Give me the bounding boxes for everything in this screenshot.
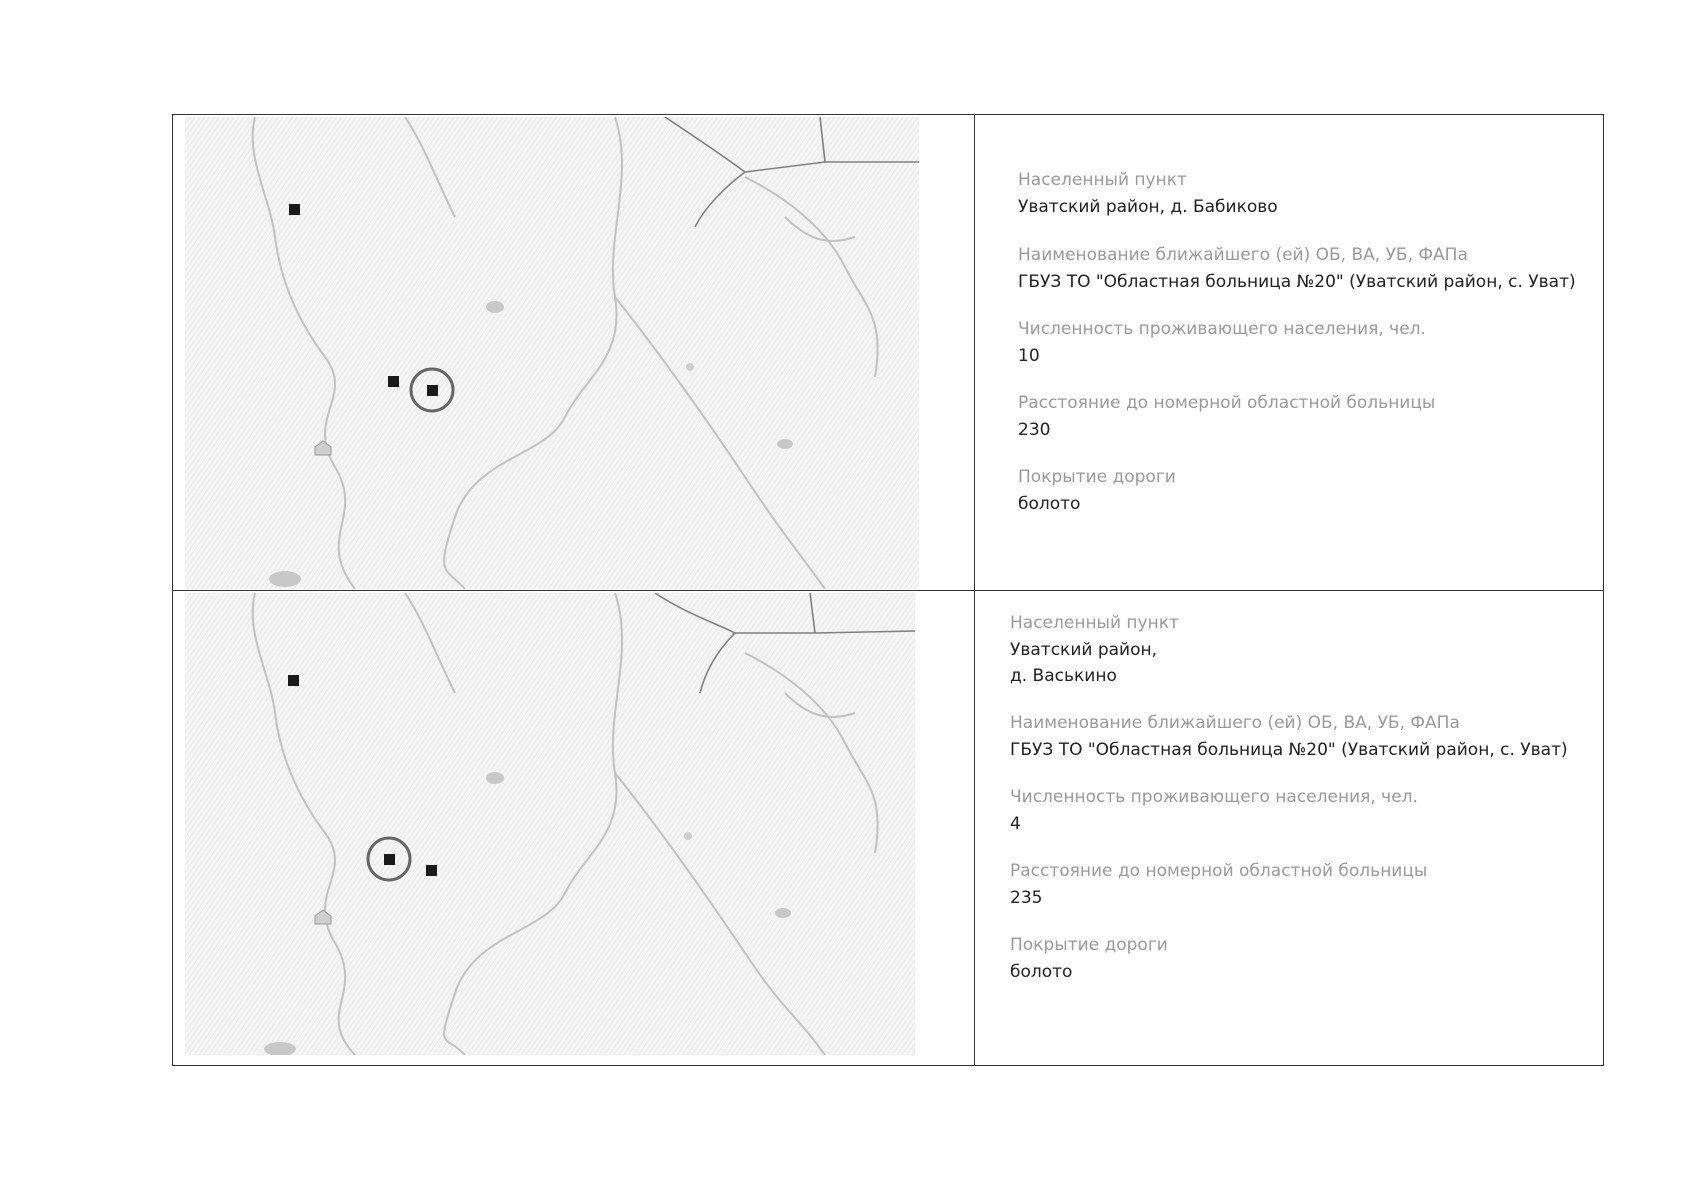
road-field xyxy=(1010,933,1593,985)
population-field xyxy=(1010,785,1593,837)
population-value: 10 xyxy=(1018,346,1040,366)
distance-field xyxy=(1010,859,1593,911)
road-label: Покрытие дороги xyxy=(1018,467,1176,487)
record-row-1 xyxy=(173,115,1603,591)
map-1 xyxy=(185,117,919,589)
distance-value: 235 xyxy=(1010,888,1043,908)
facility-value: ГБУЗ ТО "Областная больница №20" (Уватский район, с. Уват) xyxy=(1018,272,1576,292)
settlement-marker xyxy=(288,675,299,686)
selected-settlement-marker xyxy=(427,385,438,396)
population-label: Численность проживающего населения, чел. xyxy=(1018,319,1426,339)
road-value: болото xyxy=(1010,962,1073,982)
road-field xyxy=(1018,465,1593,517)
distance-label: Расстояние до номерной областной больницы xyxy=(1010,861,1428,881)
document-table xyxy=(172,114,1604,1066)
road-value: болото xyxy=(1018,494,1081,514)
map-2 xyxy=(185,593,915,1055)
info-cell-1 xyxy=(976,115,1603,590)
settlement-field xyxy=(1018,168,1593,220)
settlement-marker xyxy=(388,376,399,387)
facility-label: Наименование ближайшего (ей) ОБ, ВА, УБ, ФАПа xyxy=(1010,713,1460,733)
map-cell-1 xyxy=(173,115,975,590)
settlement-value: Уватский район, д. Васькино xyxy=(1010,640,1157,686)
distance-label: Расстояние до номерной областной больницы xyxy=(1018,393,1436,413)
settlement-label: Населенный пункт xyxy=(1018,170,1187,190)
facility-label: Наименование ближайшего (ей) ОБ, ВА, УБ, ФАПа xyxy=(1018,245,1468,265)
info-cell-2 xyxy=(976,591,1603,1066)
map-background xyxy=(185,117,919,589)
facility-value: ГБУЗ ТО "Областная больница №20" (Уватский район, с. Уват) xyxy=(1010,740,1568,760)
population-label: Численность проживающего населения, чел. xyxy=(1010,787,1418,807)
record-row-2 xyxy=(173,591,1603,1066)
settlement-field xyxy=(1010,611,1593,689)
population-field xyxy=(1018,317,1593,369)
distance-field xyxy=(1018,391,1593,443)
settlement-marker xyxy=(289,204,300,215)
road-label: Покрытие дороги xyxy=(1010,935,1168,955)
selected-settlement-marker xyxy=(384,854,395,865)
settlement-label: Населенный пункт xyxy=(1010,613,1179,633)
map-cell-2 xyxy=(173,591,975,1066)
settlement-value: Уватский район, д. Бабиково xyxy=(1018,197,1278,217)
settlement-marker xyxy=(426,865,437,876)
facility-field xyxy=(1018,243,1593,295)
map-background xyxy=(185,593,915,1055)
facility-field xyxy=(1010,711,1593,763)
population-value: 4 xyxy=(1010,814,1021,834)
distance-value: 230 xyxy=(1018,420,1051,440)
